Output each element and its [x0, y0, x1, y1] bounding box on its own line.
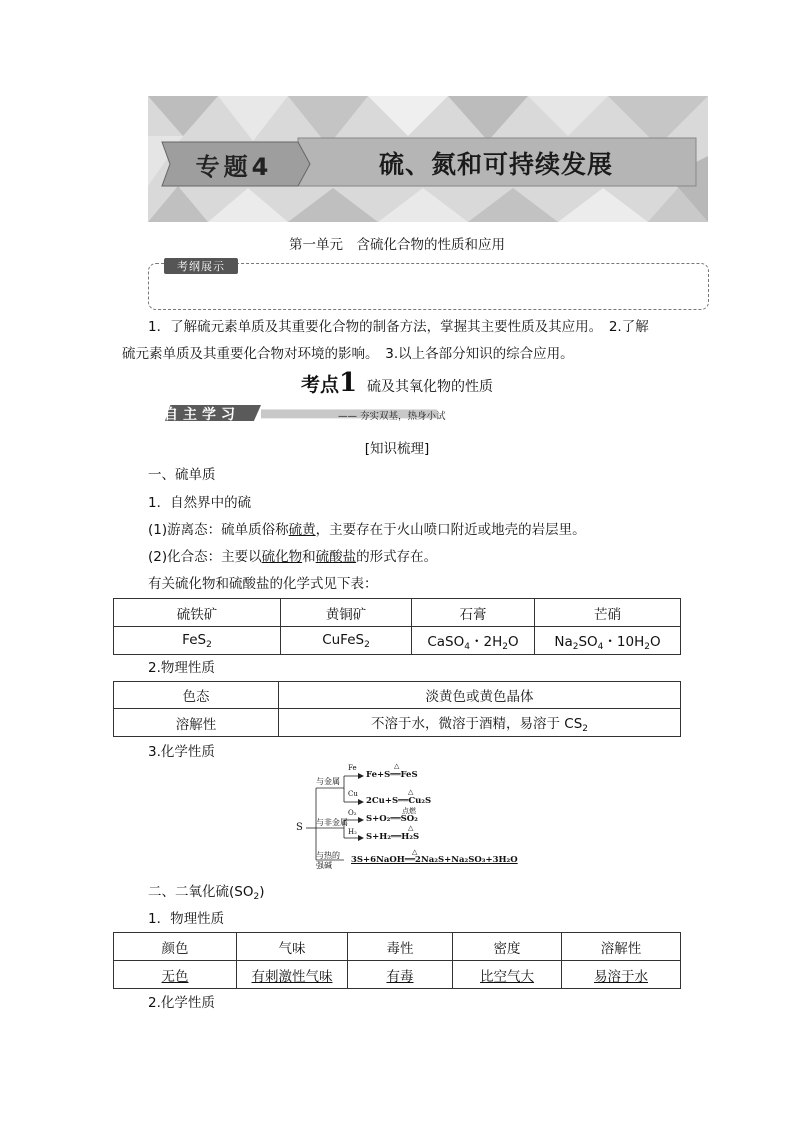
- so2-physical-table: [113, 932, 681, 989]
- section-label: [知识梳理]: [364, 441, 430, 457]
- equation-3: S+O₂══SO₂: [366, 814, 418, 824]
- syllabus-line-1: 1．了解硫元素单质及其重要化合物的制备方法，掌握其主要性质及其应用。 2.了解: [148, 319, 649, 335]
- diagram-base-2: 强碱: [316, 861, 332, 870]
- property-value: 不溶于水，微溶于酒精，易溶于 $CS_2$: [279, 709, 681, 737]
- combined-state-line: (2)化合态：主要以硫化物和硫酸盐的形式存在。: [148, 549, 438, 565]
- free-state-line: (1)游离态：硫单质俗称硫黄，主要存在于火山喷口附近或地壳的岩层里。: [148, 522, 586, 538]
- diagram-s: S: [296, 822, 303, 833]
- formula-cufes2: CuFeS$_2$: [281, 627, 412, 655]
- so2-value-cell: 比空气大: [453, 961, 562, 989]
- study-bar-subtitle: —— 夯实双基，热身小试: [338, 411, 446, 422]
- cond-heat-2: △: [408, 788, 414, 796]
- sulfur-heading: 一、硫单质: [148, 467, 216, 483]
- topic-label: 专题4: [195, 152, 273, 181]
- kaodian-title: 硫及其氧化物的性质: [367, 379, 494, 395]
- minerals-header-cell: 芒硝: [535, 599, 681, 627]
- diagram-h2: H₂: [348, 828, 357, 836]
- so2-value-cell: 无色: [114, 961, 237, 989]
- so2-header-cell: 气味: [237, 933, 348, 961]
- diagram-fe: Fe: [348, 764, 357, 772]
- sulfur-physical-table: [113, 681, 681, 737]
- so2-header-cell: 溶解性: [562, 933, 681, 961]
- unit-title: 第一单元 含硫化合物的性质和应用: [289, 237, 505, 253]
- equation-4: S+H₂══H₂S: [366, 832, 420, 842]
- diagram-cu: Cu: [348, 790, 358, 798]
- so2-header-cell: 毒性: [348, 933, 453, 961]
- equation-5: 3S+6NaOH══2Na₂S+Na₂SO₃+3H₂O: [351, 855, 518, 865]
- study-bar-tag: 自主学习: [164, 407, 240, 423]
- cond-ignite: 点燃: [402, 807, 416, 815]
- diagram-nonmetal: 与非金属: [316, 818, 348, 827]
- so2-header-cell: 密度: [453, 933, 562, 961]
- cond-heat-1: △: [394, 762, 400, 770]
- diagram-metal: 与金属: [316, 777, 340, 786]
- cond-heat-4: △: [412, 848, 418, 856]
- property-label: 色态: [114, 682, 279, 709]
- so2-value-cell: 有刺激性气味: [237, 961, 348, 989]
- minerals-table: [113, 598, 681, 655]
- so2-heading: 二、二氧化硫$(SO_2)$: [148, 884, 265, 902]
- equation-2: 2Cu+S══Cu₂S: [366, 796, 432, 806]
- formula-caso4: CaSO$_4$・$2H_2O$: [412, 627, 535, 655]
- physical-heading: 2.物理性质: [148, 660, 215, 676]
- kaodian-heading: [0, 368, 794, 398]
- syllabus-tag: 考纲展示: [164, 258, 238, 274]
- equation-1: Fe+S══FeS: [366, 770, 418, 780]
- so2-value-cell: 易溶于水: [562, 961, 681, 989]
- formula-na2so4: $Na_2SO_4$・$10H_2O$: [535, 627, 681, 655]
- minerals-header-cell: 硫铁矿: [114, 599, 281, 627]
- kaodian-prefix: 考点: [300, 374, 339, 396]
- topic-title: 硫、氮和可持续发展: [378, 150, 613, 179]
- property-label: 溶解性: [114, 709, 279, 737]
- diagram-o2: O₂: [348, 809, 357, 817]
- so2-header-cell: 颜色: [114, 933, 237, 961]
- so2-physical-heading: 1．物理性质: [148, 911, 225, 927]
- minerals-header-cell: 石膏: [412, 599, 535, 627]
- sulfur-reaction-diagram: [296, 762, 536, 872]
- property-value: 淡黄色或黄色晶体: [279, 682, 681, 709]
- so2-chemical-heading: 2.化学性质: [148, 995, 215, 1011]
- kaodian-number: 1: [338, 368, 358, 398]
- so2-value-cell: 有毒: [348, 961, 453, 989]
- cond-heat-3: △: [408, 824, 414, 832]
- table-intro: 有关硫化物和硫酸盐的化学式见下表：: [148, 576, 378, 592]
- chemical-heading: 3.化学性质: [148, 744, 215, 760]
- minerals-header-cell: 黄铜矿: [281, 599, 412, 627]
- formula-fes2: FeS$_2$: [114, 627, 281, 655]
- natural-heading: 1．自然界中的硫: [148, 495, 252, 511]
- diagram-base-1: 与热的: [316, 851, 340, 860]
- chapter-banner: [148, 96, 708, 222]
- syllabus-line-2: 硫元素单质及其重要化合物对环境的影响。 3.以上各部分知识的综合应用。: [122, 346, 574, 362]
